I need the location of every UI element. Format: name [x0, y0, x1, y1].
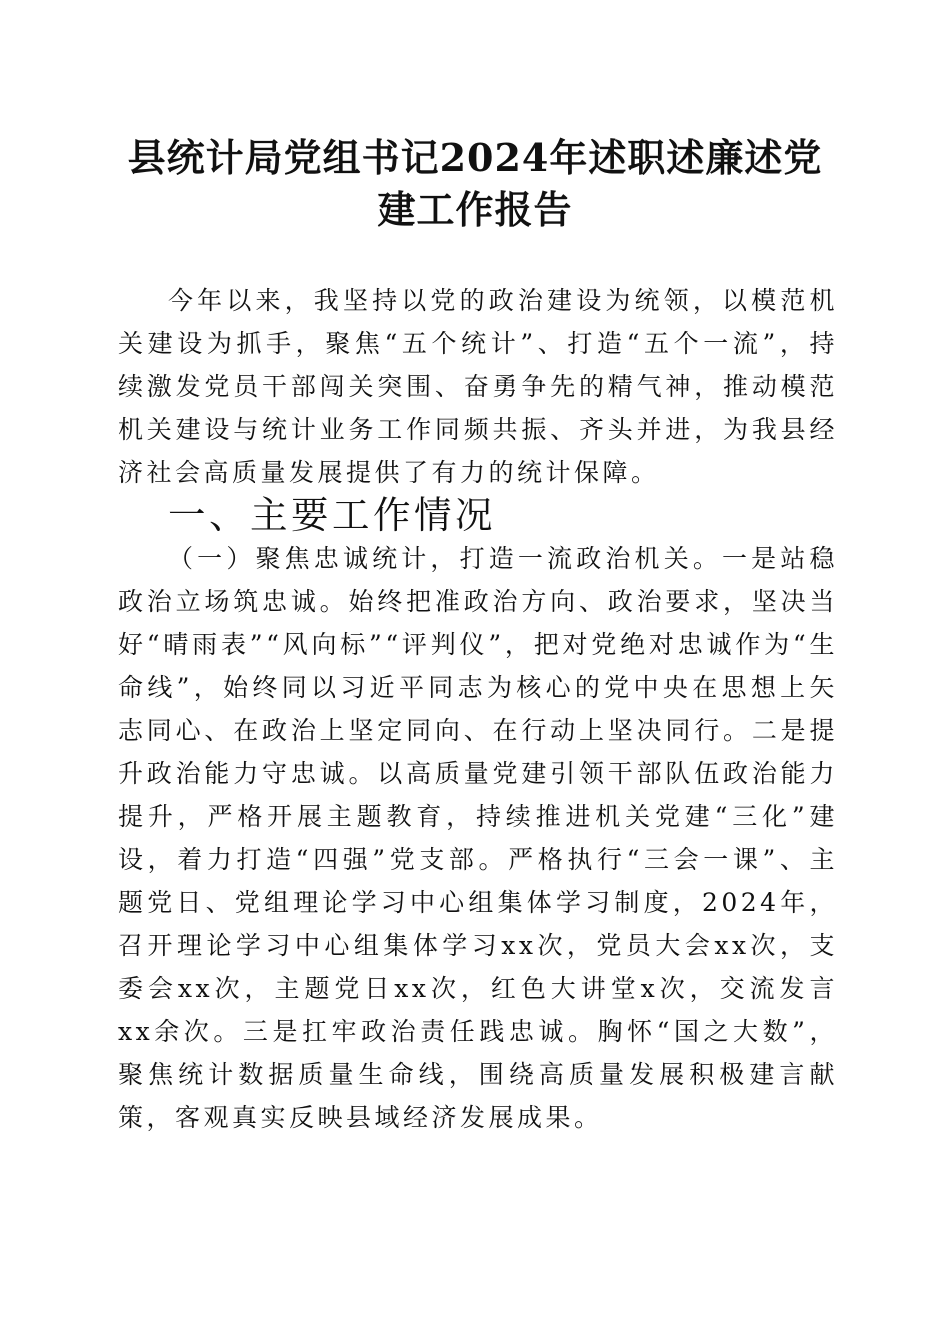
section-heading: 一、主要工作情况 [168, 493, 496, 537]
intro-paragraph: 今年以来，我坚持以党的政治建设为统领，以模范机关建设为抓手，聚焦“五个统计”、打造“五个一流”，持续激发党员干部闯关突围、奋勇争先的精气神，推动模范机关建设与统计业务工作同频共振、齐头并进，为我县经济社会高质量发展提供了有力的统计保障。 [118, 286, 838, 487]
section-paragraph: （一）聚焦忠诚统计，打造一流政治机关。一是站稳政治立场筑忠诚。始终把准政治方向、政治要求，坚决当好“晴雨表”“风向标”“评判仪”，把对党绝对忠诚作为“生命线”，始终同以习近平同志为核心的党中央在思想上矢志同心、在政治上坚定同向、在行动上坚决同行。二是提升政治能力守忠诚。以高质量党建引领干部队伍政治能力提升，严格开展主题教育，持续推进机关党建“三化”建设，着力打造“四强”党支部。严格执行“三会一课”、主题党日、党组理论学习中心组集体学习制度，2024年，召开理论学习中心组集体学习xx次，党员大会xx次，支委会xx次，主题党日xx次，红色大讲堂x次，交流发言xx余次。三是扛牢政治责任践忠诚。胸怀“国之大数”，聚焦统计数据质量生命线，围绕高质量发展积极建言献策，客观真实反映县域经济发展成果。 [118, 544, 838, 1132]
document-body [118, 279, 838, 1139]
document-title: 县统计局党组书记2024年述职述廉述党建工作报告 [127, 135, 823, 232]
